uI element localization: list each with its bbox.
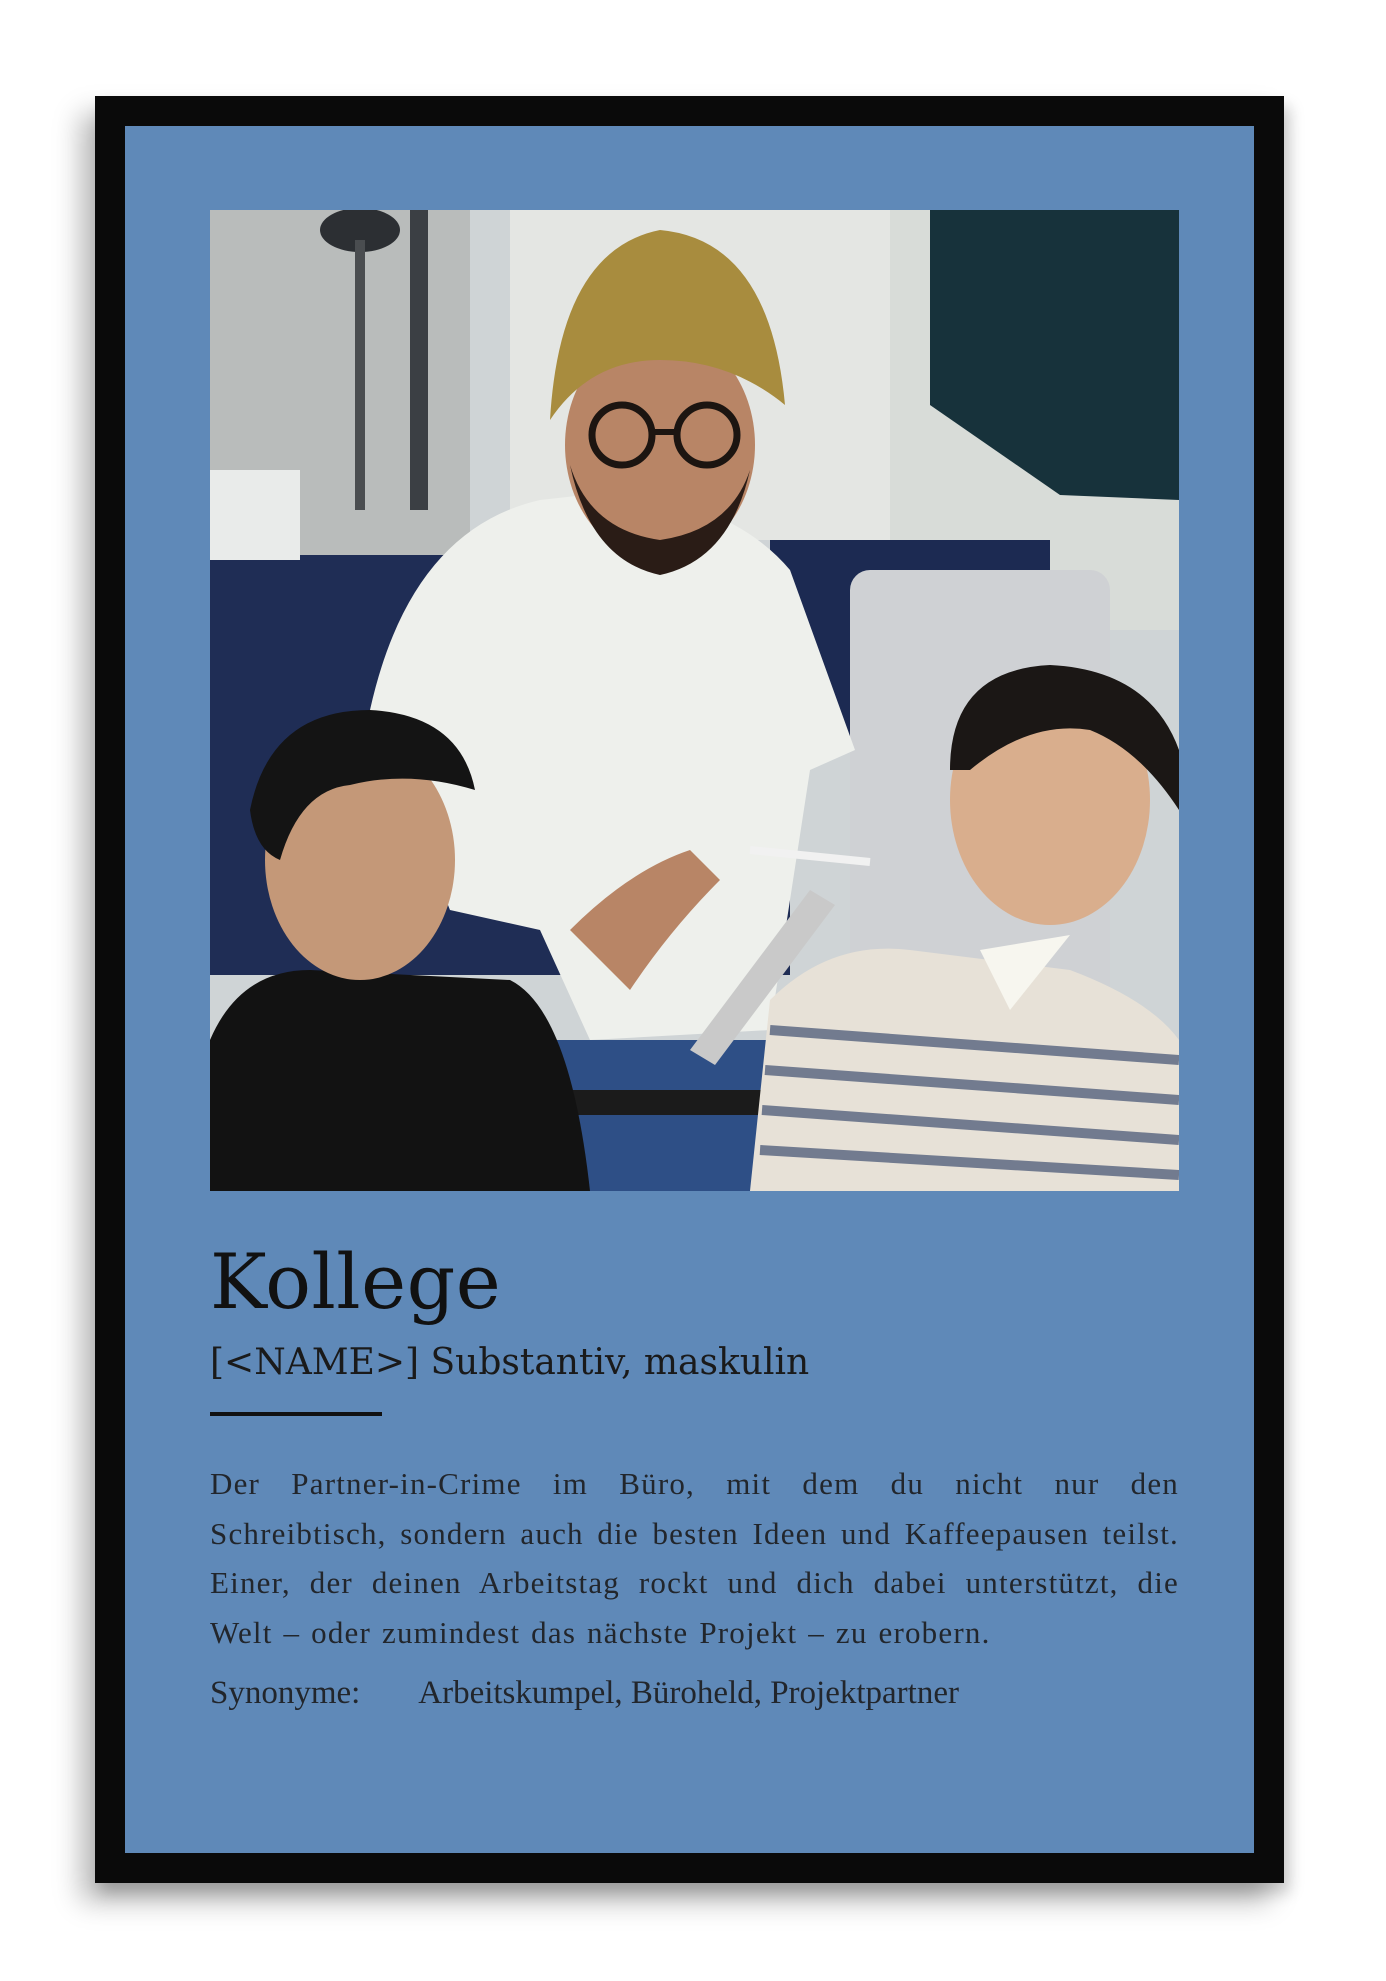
photo-illustration: [210, 210, 1179, 1191]
poster-frame: [95, 96, 1284, 1883]
title-divider: [210, 1412, 382, 1416]
definition-text: Der Partner-in-Crime im Büro, mit dem du nicht nur den Schreibtisch, sondern auch die besten Ideen und Kaffeepausen teilst. Einer, der deinen Arbeitstag rockt und dich dabei unterstützt, die Welt – oder zumindest das nächste Projekt – zu erobern.: [210, 1466, 1179, 1650]
synonyms-line: [210, 1674, 959, 1714]
colleagues-photo: [210, 210, 1179, 1191]
synonyms-values: Arbeitskumpel, Büroheld, Projektpartner: [418, 1675, 959, 1711]
synonyms-label: Synonyme:: [210, 1675, 361, 1711]
poster-title: Kollege: [210, 1237, 502, 1326]
poster-subtitle: [<NAME>] Substantiv, maskulin: [210, 1342, 810, 1383]
poster-mat: [125, 126, 1254, 1853]
